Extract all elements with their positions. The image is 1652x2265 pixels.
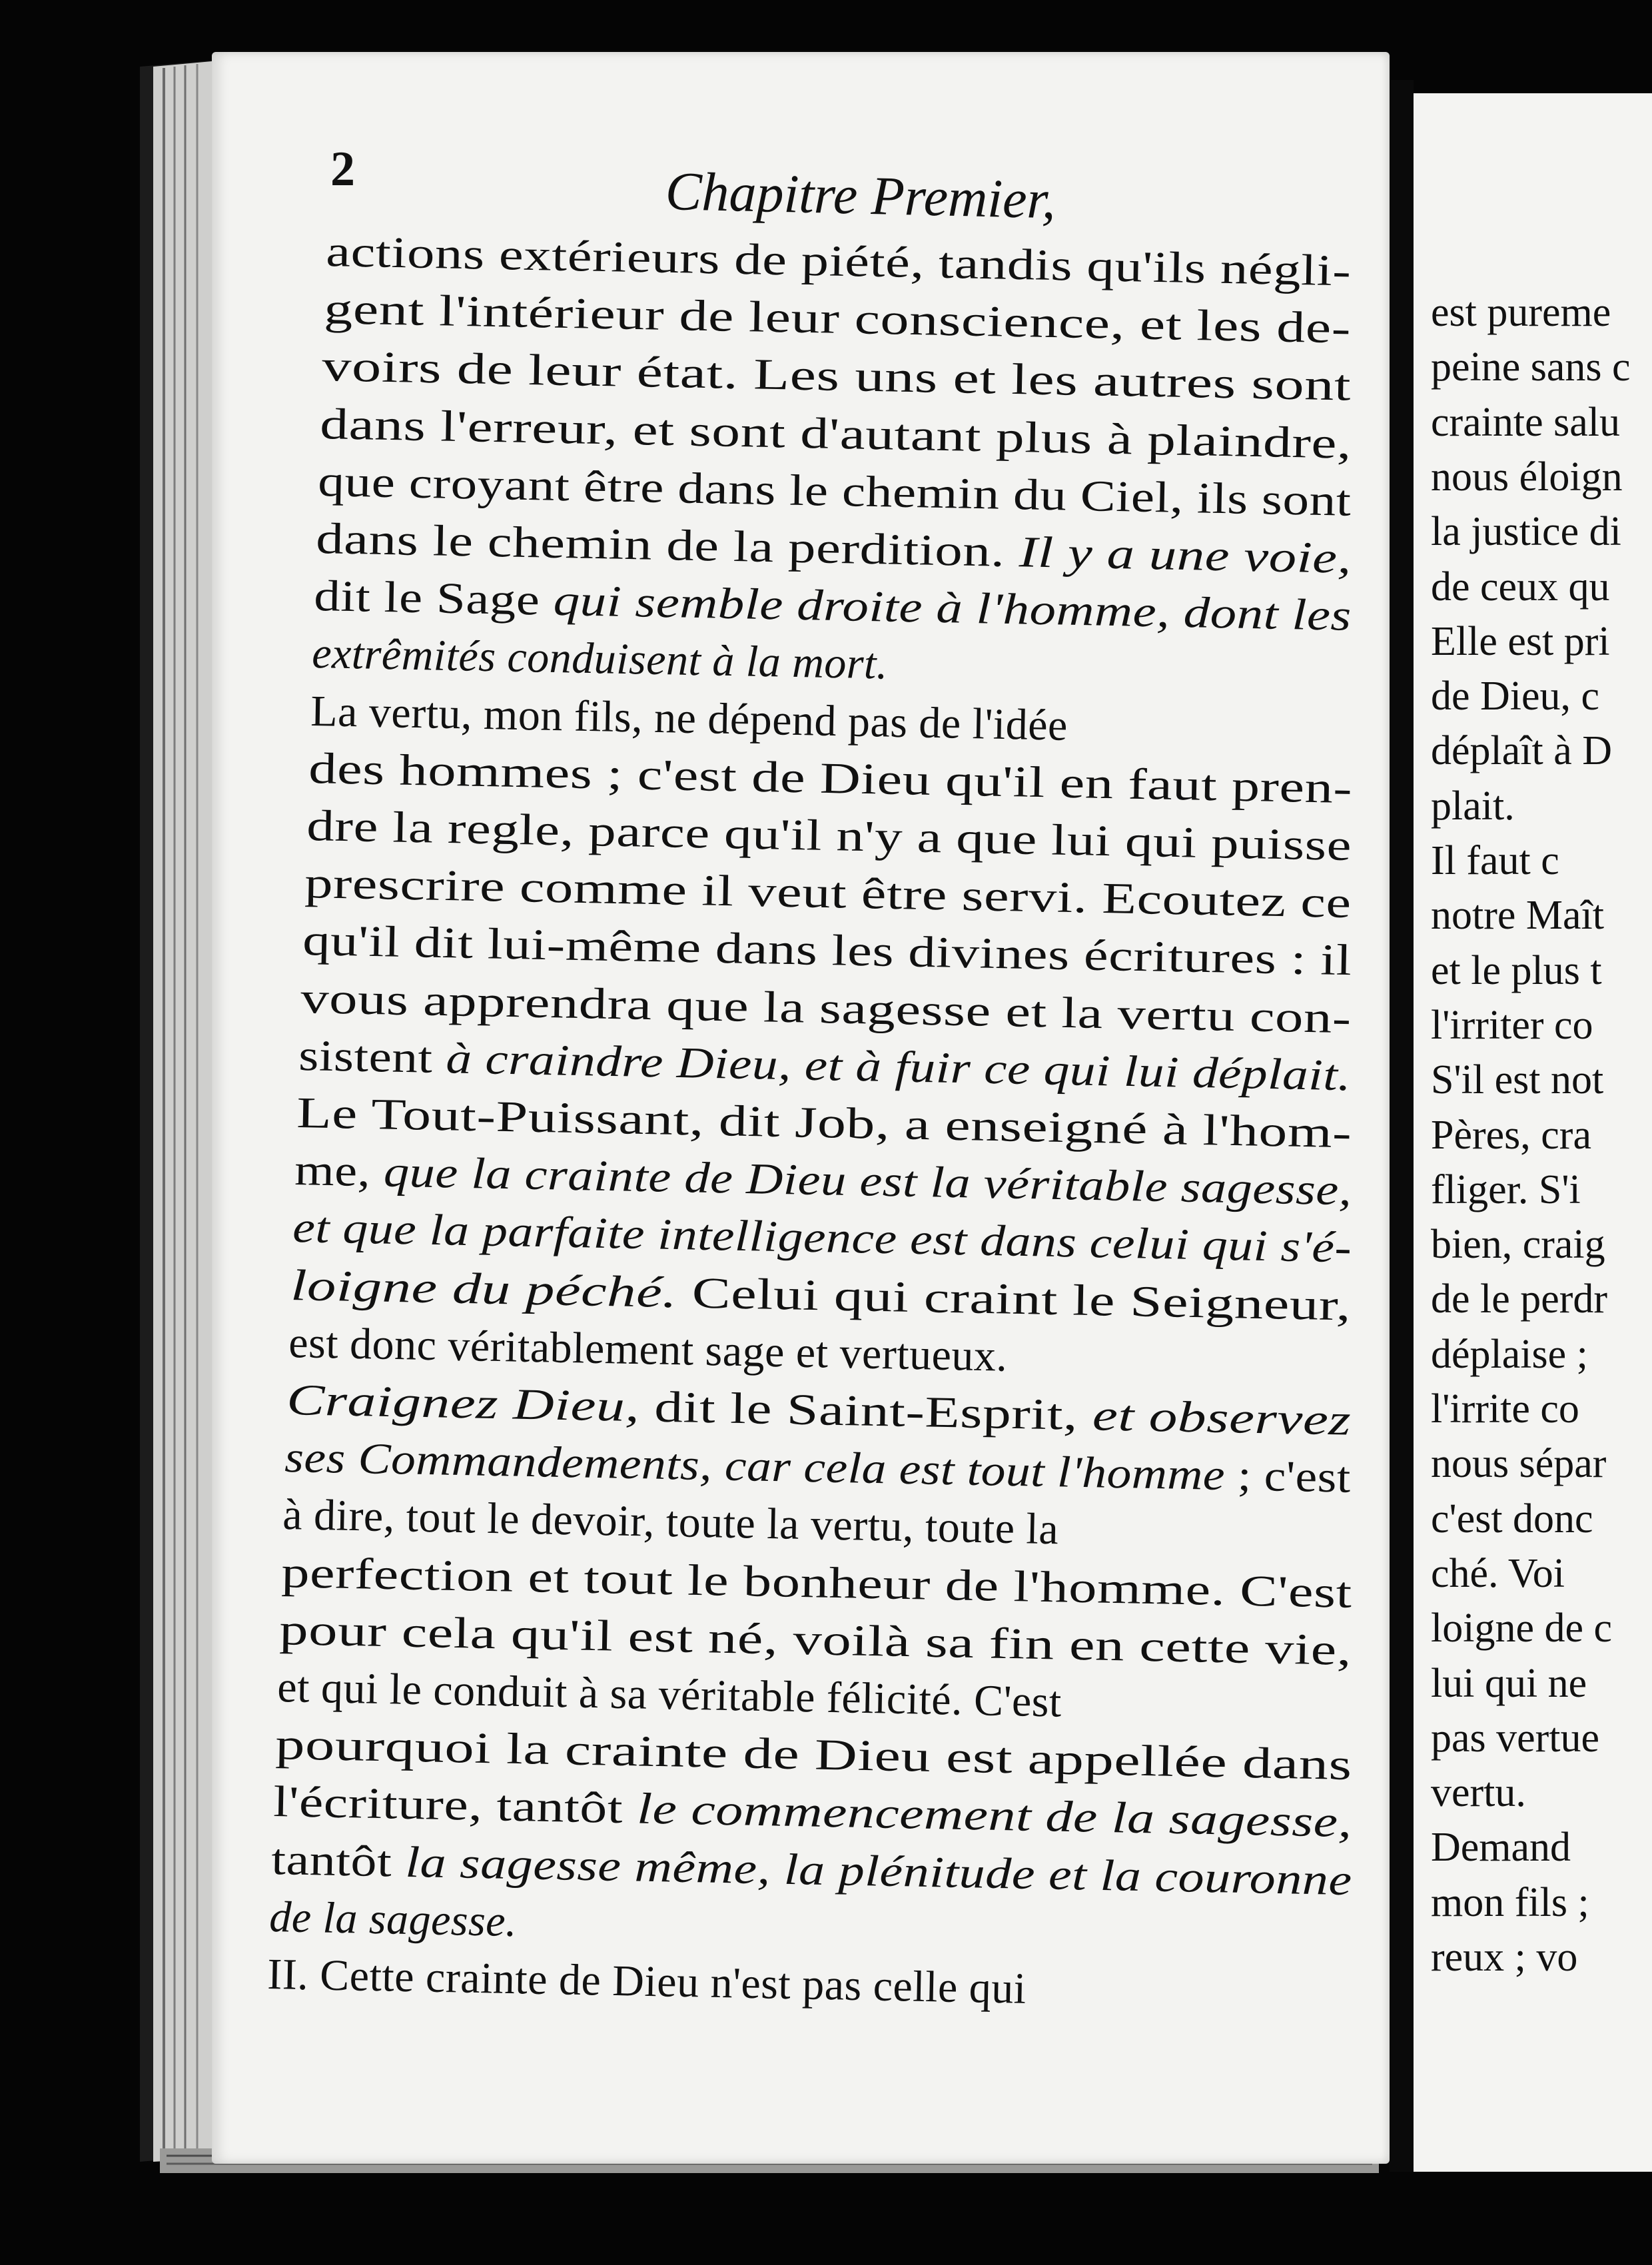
italic-text: qui semble droite à l'homme, dont les (553, 576, 1352, 641)
italic-text: de la sagesse. (268, 1892, 518, 1946)
roman-text: des hommes ; c'est de Dieu qu'il en faut pren- (308, 743, 1353, 813)
right-page-line: reux ; vo (1431, 1935, 1578, 1980)
roman-text: perfection et tout le bonheur de l'homme. C'est (280, 1548, 1352, 1617)
right-page-line: ché. Voi (1431, 1550, 1565, 1596)
italic-text: à craindre Dieu, et à fuir ce qui lui déplait. (445, 1034, 1352, 1101)
italic-text: Craignez Dieu, (286, 1376, 641, 1432)
roman-text: me, (294, 1146, 384, 1196)
roman-text: prescrire comme il veut être servi. Ecoutez ce (304, 859, 1352, 928)
roman-text: voirs de leur état. Les uns et les autres sont (321, 342, 1352, 411)
running-head: Chapitre Premier, (664, 160, 1056, 230)
body-line (268, 1892, 518, 1946)
body-line (312, 629, 889, 689)
right-page-line: de ceux qu (1431, 564, 1610, 610)
right-page-line: nous sépar (1431, 1441, 1607, 1487)
roman-text: et qui le conduit à sa véritable félicité. C'est (276, 1663, 1062, 1727)
roman-text: gent l'intérieur de leur conscience, et les de- (323, 284, 1352, 353)
italic-text: la sagesse même, la plénitude et la couronne (404, 1837, 1353, 1905)
right-page-line: vertu. (1431, 1770, 1526, 1816)
page-number: 2 (330, 142, 355, 197)
italic-text: et que la parfaite intelligence est dans celui qui s'é- (292, 1203, 1353, 1272)
right-page-line: pas vertue (1431, 1715, 1600, 1761)
right-page-line: et le plus t (1431, 947, 1602, 993)
right-page-line: lui qui ne (1431, 1660, 1587, 1706)
italic-text: ses Commandements, car cela est tout l'homme (284, 1433, 1226, 1500)
right-page-line: l'irrite co (1431, 1386, 1579, 1432)
right-page-line: S'il est not (1431, 1057, 1604, 1103)
right-page-line: crainte salu (1431, 399, 1621, 445)
roman-text: dans l'erreur, et sont d'autant plus à plaindre, (319, 399, 1352, 468)
right-page-line: déplaît à D (1431, 728, 1613, 774)
right-page-line: Elle est pri (1431, 618, 1610, 664)
right-page-line: bien, craig (1431, 1222, 1605, 1268)
italic-text: le commencement de la sagesse, (636, 1784, 1353, 1847)
right-page-line: fliger. S'i (1431, 1166, 1581, 1212)
right-page-line: Pères, cra (1431, 1112, 1591, 1158)
roman-text: que croyant être dans le chemin du Ciel, ils sont (317, 456, 1352, 526)
roman-text: à dire, tout le devoir, toute la vertu, toute la (282, 1490, 1060, 1554)
right-page-line: Demand (1431, 1825, 1571, 1871)
right-page-line: loigne de c (1431, 1605, 1613, 1651)
right-page-line: nous éloign (1431, 454, 1623, 500)
right-page-line: la justice di (1431, 509, 1621, 555)
italic-text: Il y a une voie, (1019, 528, 1352, 583)
roman-text: dit le Sage (314, 572, 554, 626)
right-page-line: peine sans c (1431, 344, 1631, 390)
roman-text: vous apprendra que la sagesse et la vertu con- (300, 973, 1352, 1043)
right-page-line: plait. (1431, 783, 1515, 829)
right-page-line: déplaise ; (1431, 1331, 1588, 1377)
right-page-line: mon fils ; (1431, 1879, 1589, 1925)
italic-text: loigne du péché. (290, 1260, 678, 1317)
right-page-line: est pureme (1431, 290, 1611, 335)
roman-text: II. Cette crainte de Dieu n'est pas celle qui (266, 1950, 1027, 2013)
roman-text: ; c'est (1224, 1451, 1352, 1502)
roman-text: pour cela qu'il est né, voilà sa fin en cette vie, (278, 1605, 1352, 1675)
roman-text: La vertu, mon fils, ne dépend pas de l'idée (310, 686, 1068, 750)
italic-text: extrêmités conduisent à la mort. (312, 629, 889, 689)
roman-text: tantôt (270, 1835, 406, 1887)
italic-text: que la crainte de Dieu est la véritable sagesse, (383, 1147, 1353, 1215)
right-page-line: notre Maît (1431, 893, 1604, 939)
italic-text: et observez (1092, 1391, 1352, 1445)
right-page-line: de le perdr (1431, 1276, 1608, 1322)
roman-text: sistent (298, 1031, 447, 1083)
roman-text: Celui qui craint le Seigneur, (677, 1268, 1352, 1330)
roman-text: dans le chemin de la perdition. (316, 514, 1020, 577)
roman-text: pourquoi la crainte de Dieu est appellée dans (274, 1720, 1353, 1790)
roman-text: l'écriture, tantôt (272, 1777, 637, 1833)
roman-text: qu'il dit lui-même dans les divines écritures : il (302, 916, 1352, 985)
roman-text: dre la regle, parce qu'il n'y a que lui qui puisse (306, 801, 1352, 871)
right-page-line: de Dieu, c (1431, 674, 1600, 719)
roman-text: est donc véritablement sage et vertueux. (288, 1318, 1009, 1381)
right-page-line: c'est donc (1431, 1496, 1593, 1542)
right-page-line: l'irriter co (1431, 1002, 1593, 1048)
roman-text: actions extérieurs de piété, tandis qu'ils négli- (325, 227, 1352, 296)
roman-text: Le Tout-Puissant, dit Job, a enseigné à l'hom- (296, 1089, 1353, 1158)
roman-text: dit le Saint-Esprit, (639, 1382, 1094, 1440)
right-page-line: Il faut c (1431, 838, 1559, 883)
